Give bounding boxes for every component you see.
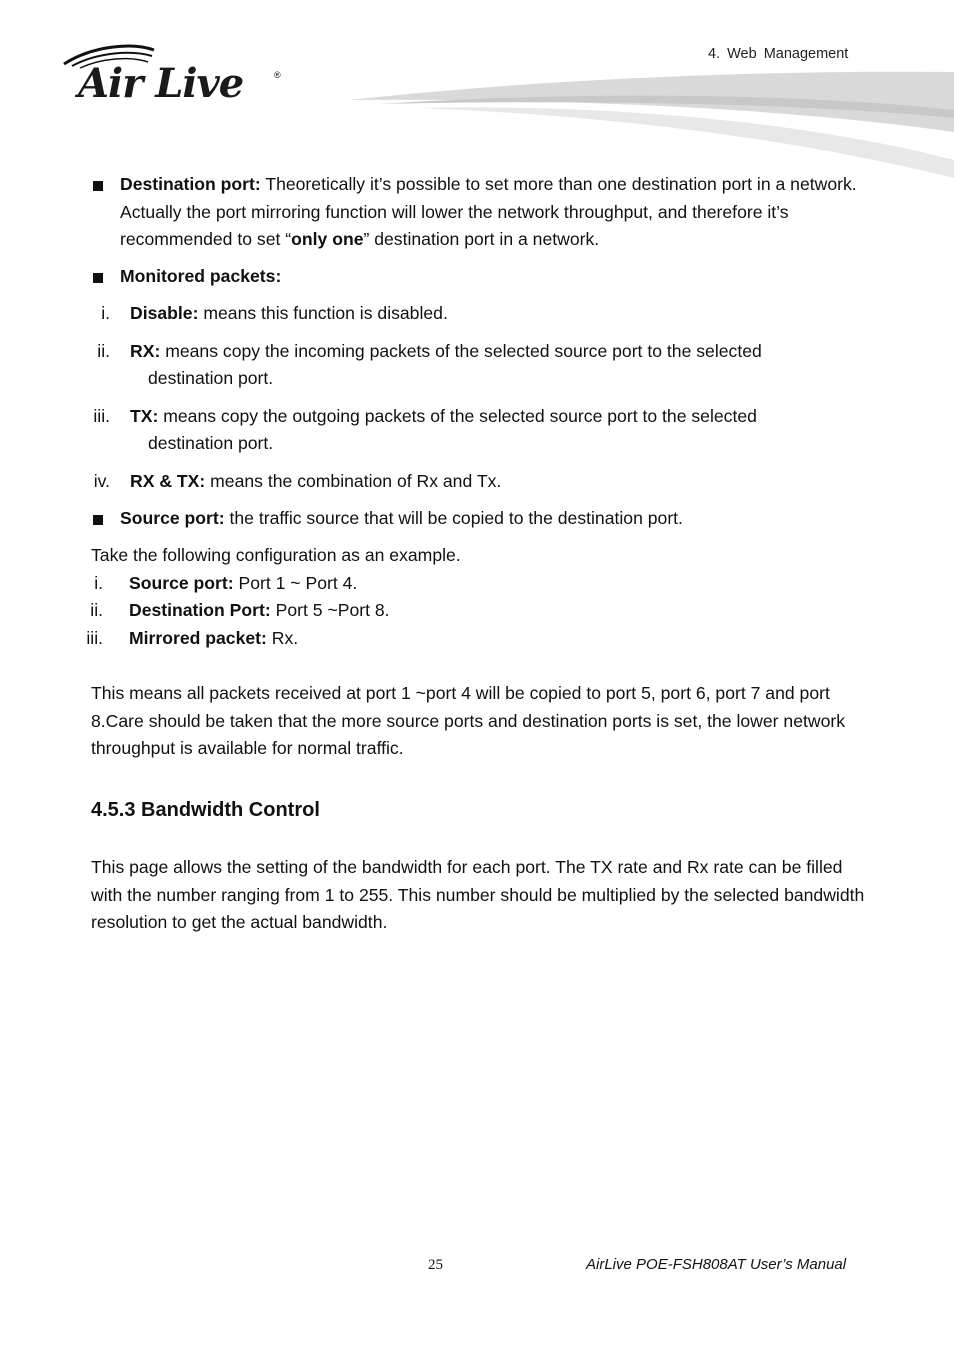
list-item-label: Disable: xyxy=(130,303,199,323)
example-item xyxy=(129,597,390,625)
example-item-label: Destination Port: xyxy=(129,600,271,620)
registered-mark: ® xyxy=(274,70,281,80)
list-item xyxy=(130,468,501,496)
list-number: i. xyxy=(94,573,103,593)
destination-port-label: Destination port: xyxy=(120,174,261,194)
example-item xyxy=(129,570,357,598)
airlive-logo xyxy=(62,42,292,112)
list-number: iii. xyxy=(86,628,103,648)
list-item-continuation: destination port. xyxy=(148,433,274,453)
list-number: iii. xyxy=(93,406,110,426)
section-heading: 4.5.3 Bandwidth Control xyxy=(91,799,320,821)
list-item-text: means the combination of Rx and Tx. xyxy=(205,471,502,491)
chapter-title: 4. Web Management xyxy=(708,46,849,62)
example-item-label: Mirrored packet: xyxy=(129,628,267,648)
list-item-text: means copy the incoming packets of the selected source port to the selected xyxy=(160,341,762,361)
destination-port-text-end: ” destination port in a network. xyxy=(363,229,600,249)
source-port-paragraph xyxy=(120,505,683,533)
list-item xyxy=(130,338,762,366)
example-item-text: Rx. xyxy=(266,628,299,648)
monitored-packets-label: Monitored packets: xyxy=(120,266,282,286)
manual-title: AirLive POE-FSH808AT User’s Manual xyxy=(586,1256,847,1273)
list-number: i. xyxy=(101,303,110,323)
page-number: 25 xyxy=(428,1257,443,1273)
example-item-text: Port 5 ~Port 8. xyxy=(270,600,390,620)
example-explanation: This means all packets received at port 1 ~port 4 will be copied to port 5, port 6, port 7 and port 8.Care should be taken that the more source ports and destination ports is set, the lower network throughput is available for normal traffic. xyxy=(91,683,846,758)
section-body: This page allows the setting of the bandwidth for each port. The TX rate and Rx rate can be filled with the number ranging from 1 to 255. This number should be multiplied by the selected bandwidth resolution to get the actual bandwidth. xyxy=(91,857,865,932)
logo-text: Air Live xyxy=(78,60,244,107)
list-item-text: means copy the outgoing packets of the selected source port to the selected xyxy=(158,406,757,426)
example-intro: Take the following configuration as an example. xyxy=(91,545,461,565)
list-number: iv. xyxy=(93,471,110,491)
square-bullet-icon xyxy=(93,515,103,525)
list-item xyxy=(130,300,448,328)
list-number: ii. xyxy=(90,600,103,620)
destination-port-text: Theoretically it’s possible to set more than one destination port in a network. Actually the port mirroring function will lower the network throughput, and therefore it’s recommended to set “ xyxy=(120,174,857,249)
list-item-continuation: destination port. xyxy=(148,368,274,388)
example-item-text: Port 1 ~ Port 4. xyxy=(233,573,358,593)
square-bullet-icon xyxy=(93,273,103,283)
only-one-emphasis: only one xyxy=(291,229,364,249)
list-item-text: means this function is disabled. xyxy=(198,303,448,323)
square-bullet-icon xyxy=(93,181,103,191)
example-item xyxy=(129,625,298,653)
list-number: ii. xyxy=(97,341,110,361)
monitored-packets-heading xyxy=(120,263,281,291)
list-item xyxy=(130,403,757,431)
list-item-label: TX: xyxy=(130,406,159,426)
list-item-label: RX: xyxy=(130,341,161,361)
source-port-label: Source port: xyxy=(120,508,225,528)
list-item-label: RX & TX: xyxy=(130,471,206,491)
example-item-label: Source port: xyxy=(129,573,234,593)
destination-port-paragraph xyxy=(120,171,860,254)
source-port-text: the traffic source that will be copied to the destination port. xyxy=(224,508,683,528)
